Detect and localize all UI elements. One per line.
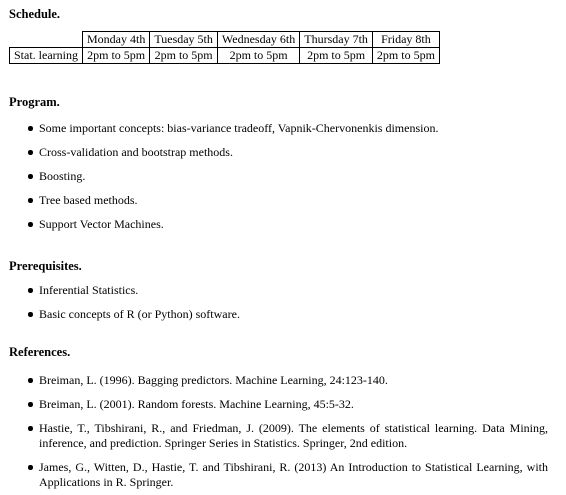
schedule-day-thursday: Thursday 7th: [300, 32, 373, 48]
list-item: Basic concepts of R (or Python) software.: [28, 307, 548, 322]
list-item: Hastie, T., Tibshirani, R., and Friedman, J. (2009). The elements of statistical learning. Data Mining, inference, and prediction. Springer Series in Statistics. Springer, 2nd edition.: [28, 421, 548, 451]
bullet-icon: [28, 222, 33, 227]
bullet-icon: [28, 312, 33, 317]
schedule-header-row: [10, 32, 440, 48]
references-heading: References.: [9, 345, 71, 359]
schedule-time-thursday: 2pm to 5pm: [300, 48, 373, 64]
program-heading: Program.: [9, 95, 60, 109]
schedule-day-wednesday: Wednesday 6th: [217, 32, 299, 48]
schedule-heading: Schedule.: [9, 7, 61, 21]
list-item: Breiman, L. (1996). Bagging predictors. Machine Learning, 24:123-140.: [28, 373, 548, 388]
list-item: Inferential Statistics.: [28, 283, 548, 298]
program-list: [28, 121, 548, 232]
list-item: Some important concepts: bias-variance tradeoff, Vapnik-Chervonenkis dimension.: [28, 121, 548, 136]
schedule-day-tuesday: Tuesday 5th: [150, 32, 218, 48]
schedule-time-tuesday: 2pm to 5pm: [150, 48, 218, 64]
bullet-icon: [28, 150, 33, 155]
list-item: Boosting.: [28, 169, 548, 184]
bullet-icon: [28, 465, 33, 470]
schedule-time-wednesday: 2pm to 5pm: [217, 48, 299, 64]
list-item: Breiman, L. (2001). Random forests. Machine Learning, 45:5-32.: [28, 397, 548, 412]
schedule-day-friday: Friday 8th: [372, 32, 439, 48]
bullet-icon: [28, 288, 33, 293]
references-list: [28, 373, 548, 490]
list-item: Tree based methods.: [28, 193, 548, 208]
schedule-course-label: Stat. learning: [10, 48, 83, 64]
bullet-icon: [28, 402, 33, 407]
bullet-icon: [28, 126, 33, 131]
list-item: Support Vector Machines.: [28, 217, 548, 232]
bullet-icon: [28, 378, 33, 383]
list-item: Cross-validation and bootstrap methods.: [28, 145, 548, 160]
schedule-table: [9, 31, 440, 64]
schedule-corner-cell: [10, 32, 83, 48]
prerequisites-list: [28, 283, 548, 322]
schedule-course-row: [10, 48, 440, 64]
prerequisites-heading: Prerequisites.: [9, 259, 82, 273]
schedule-day-monday: Monday 4th: [82, 32, 149, 48]
schedule-time-friday: 2pm to 5pm: [372, 48, 439, 64]
bullet-icon: [28, 174, 33, 179]
schedule-time-monday: 2pm to 5pm: [82, 48, 149, 64]
list-item: James, G., Witten, D., Hastie, T. and Tibshirani, R. (2013) An Introduction to Statistical Learning, with Applications in R. Springer.: [28, 460, 548, 490]
bullet-icon: [28, 426, 33, 431]
bullet-icon: [28, 198, 33, 203]
